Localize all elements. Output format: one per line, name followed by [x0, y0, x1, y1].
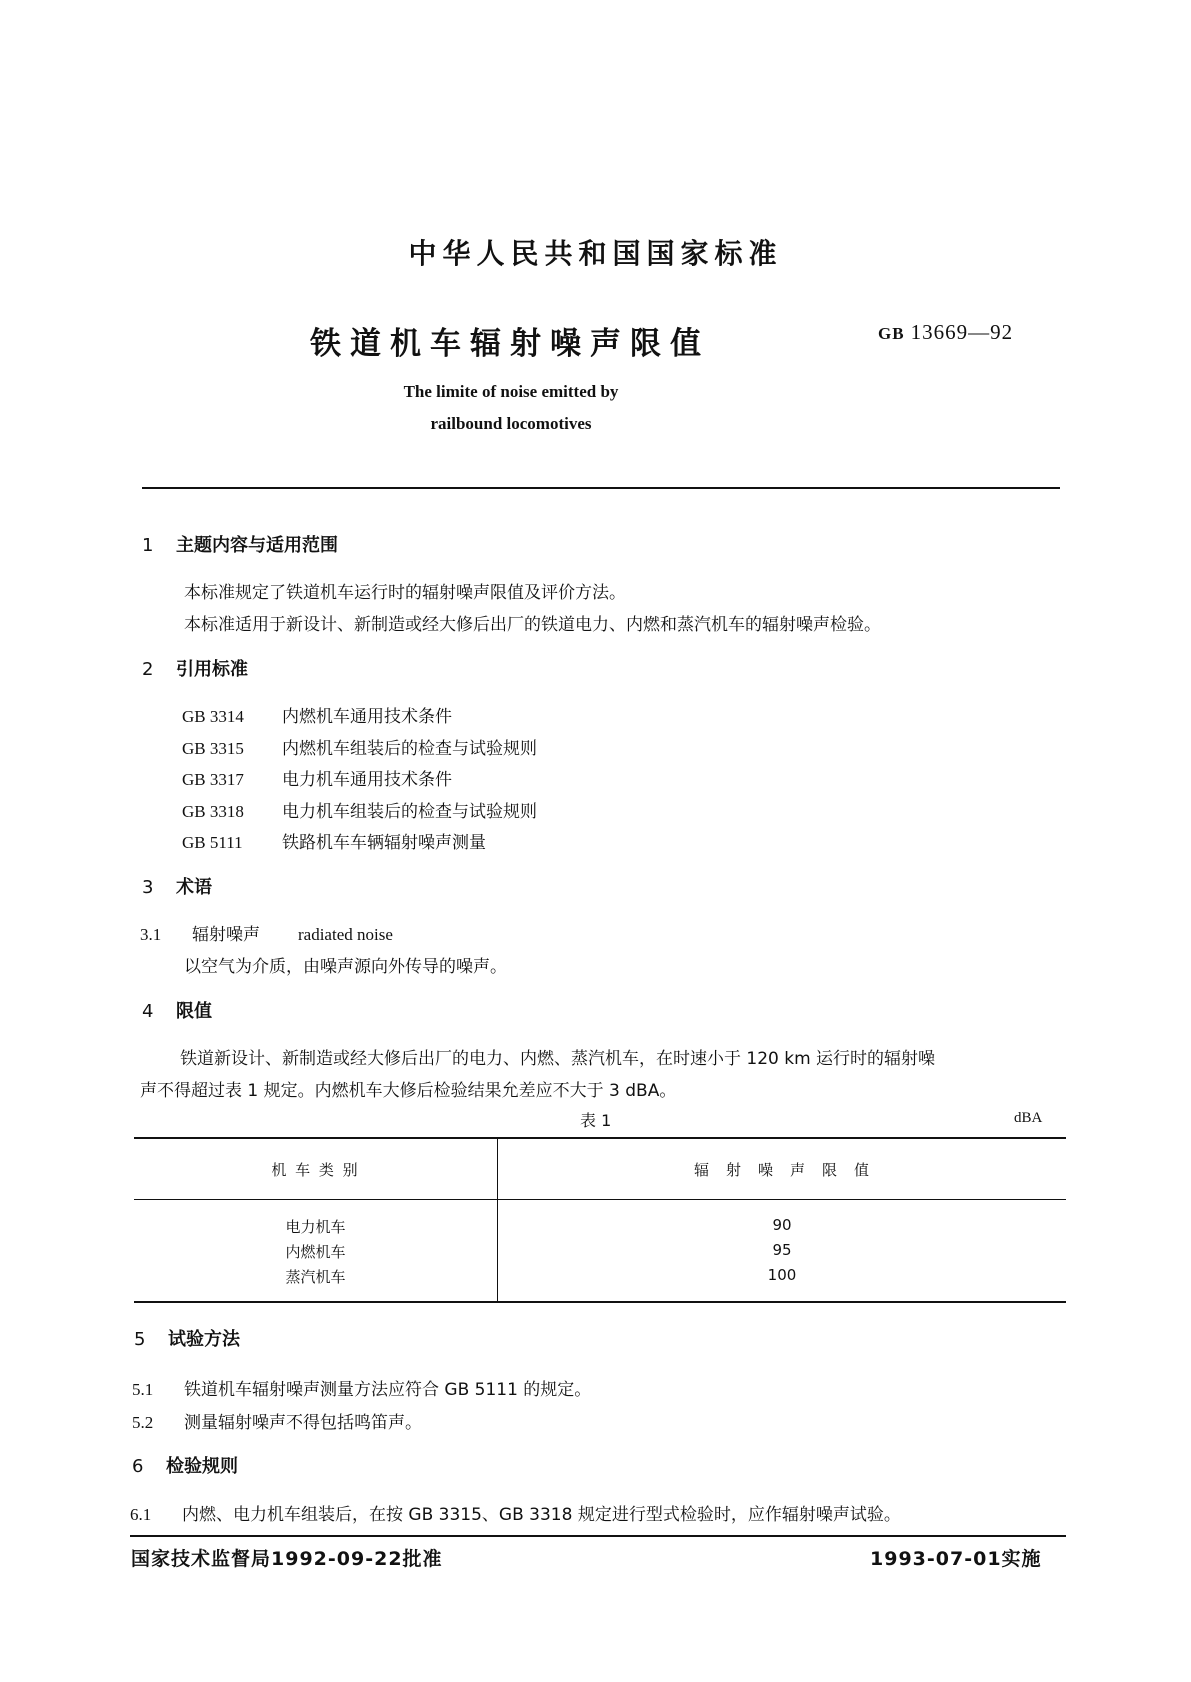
clause-5-1: 5.1 铁道机车辐射噪声测量方法应符合 GB 5111 的规定。	[132, 1380, 592, 1400]
effective-date: 1993-07-01实施	[870, 1548, 1042, 1570]
reference-item: GB 5111 铁路机车车辆辐射噪声测量	[182, 833, 486, 853]
term-entry: 3.1 辐射噪声 radiated noise	[140, 925, 393, 945]
document-title: 铁道机车辐射噪声限值	[310, 326, 710, 362]
reference-item: GB 3318 电力机车组装后的检查与试验规则	[182, 802, 537, 822]
reference-item: GB 3314 内燃机车通用技术条件	[182, 707, 452, 727]
section-4-heading: 4 限值	[142, 1001, 212, 1022]
table-cell-value: 95	[772, 1241, 792, 1259]
table-cell-value: 90	[772, 1216, 792, 1234]
term-definition: 以空气为介质，由噪声源向外传导的噪声。	[184, 957, 507, 977]
section-4-paragraph-line-1: 铁道新设计、新制造或经大修后出厂的电力、内燃、蒸汽机车，在时速小于 120 km 运行时的辐射噪	[180, 1049, 936, 1069]
reference-item: GB 3317 电力机车通用技术条件	[182, 770, 452, 790]
section-2-heading: 2 引用标准	[142, 659, 248, 680]
national-standard-title: 中华人民共和国国家标准	[408, 237, 783, 270]
table-cell-type: 电力机车	[285, 1218, 346, 1236]
table-cell-type: 蒸汽机车	[285, 1268, 346, 1286]
section-1-heading: 1 主题内容与适用范围	[142, 535, 338, 556]
standard-prefix: GB	[878, 324, 905, 343]
table-unit: dBA	[1014, 1110, 1043, 1126]
section-4-paragraph-line-2: 声不得超过表 1 规定。内燃机车大修后检验结果允差应不大于 3 dBA。	[140, 1081, 677, 1101]
section-1-paragraph-1: 本标准规定了铁道机车运行时的辐射噪声限值及评价方法。	[184, 583, 626, 603]
section-1-paragraph-2: 本标准适用于新设计、新制造或经大修后出厂的铁道电力、内燃和蒸汽机车的辐射噪声检验。	[184, 615, 881, 635]
footer-divider	[130, 1535, 1066, 1537]
table-caption: 表 1	[580, 1111, 612, 1130]
clause-6-1: 6.1 内燃、电力机车组装后，在按 GB 3315、GB 3318 规定进行型式检验时，应作辐射噪声试验。	[130, 1505, 901, 1525]
table-header-rule	[134, 1199, 1066, 1200]
table-bottom-rule	[134, 1301, 1066, 1303]
table-header-type: 机 车 类 别	[271, 1161, 360, 1179]
english-title-line-2: railbound locomotives	[430, 414, 592, 433]
clause-5-2: 5.2 测量辐射噪声不得包括鸣笛声。	[132, 1413, 422, 1433]
standard-number: 13669—92	[910, 320, 1014, 344]
noise-limit-table	[134, 1137, 1066, 1303]
english-title-line-1: The limite of noise emitted by	[403, 382, 619, 401]
table-cell-value: 100	[767, 1266, 797, 1284]
table-cell-type: 内燃机车	[285, 1243, 346, 1261]
table-header-limit: 辐 射 噪 声 限 值	[693, 1161, 870, 1179]
section-6-heading: 6 检验规则	[132, 1456, 238, 1477]
approval-date: 国家技术监督局1992-09-22批准	[131, 1548, 443, 1570]
standard-code	[878, 320, 1013, 345]
section-3-heading: 3 术语	[142, 877, 212, 898]
reference-item: GB 3315 内燃机车组装后的检查与试验规则	[182, 739, 537, 759]
header-divider	[142, 487, 1060, 489]
section-5-heading: 5 试验方法	[134, 1329, 240, 1350]
table-top-rule	[134, 1137, 1066, 1139]
